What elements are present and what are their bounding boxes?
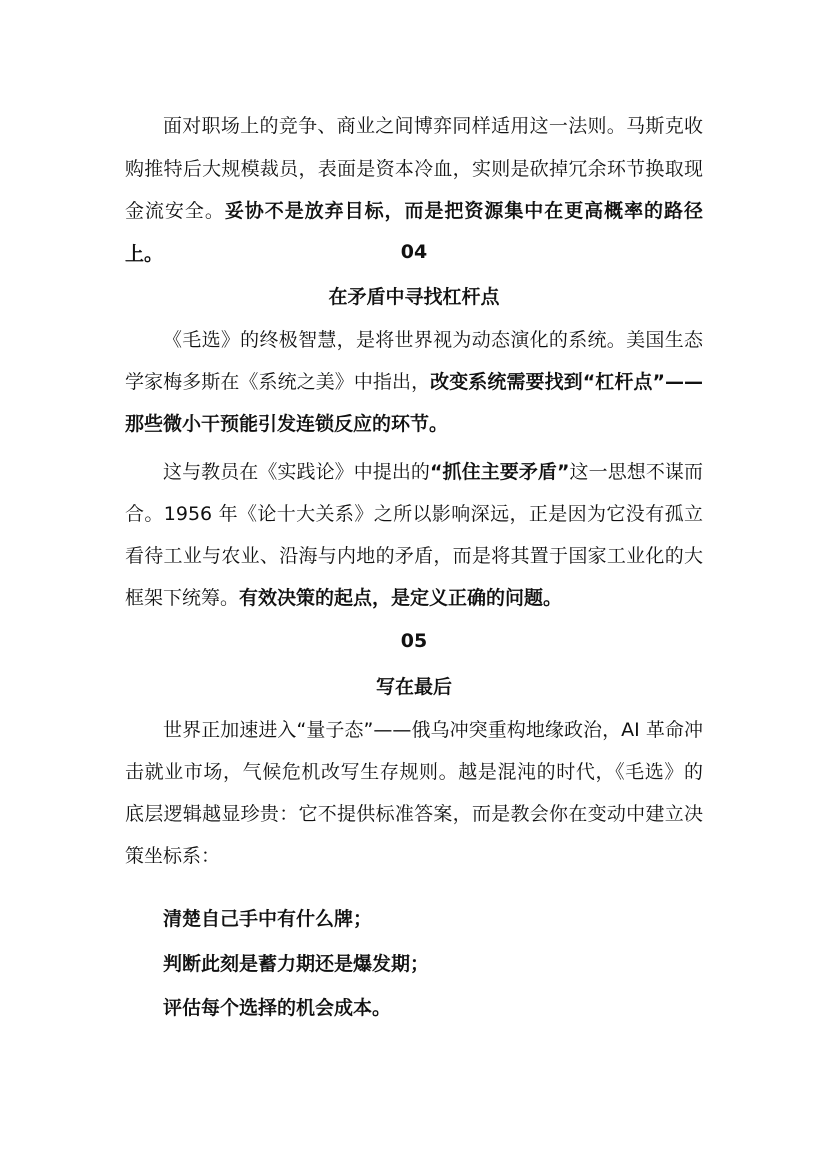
section-title-04: 在矛盾中寻找杠杆点 [328,286,500,308]
paragraph-bold-2: 有效决策的起点，是定义正确的问题。 [239,587,563,609]
paragraph-text: 面对职场上的竞争、商业之间博弈同样适用这一法则。马斯克收购推特后大规模裁员，表面是资本冷血，实则是砍掉冗余环节换取现金流安全。 [125,115,703,222]
paragraph-bold-1: “抓住主要矛盾” [430,461,570,483]
paragraph-text-1: 这与教员在《实践论》中提出的 [163,461,430,483]
paragraph-conclusion [125,709,703,877]
paragraph-system-leverage [125,319,703,445]
paragraph-bold-leverage: 改变系统需要找到“杠杆点”——那些微小干预能引发连锁反应的环节。 [125,371,703,435]
section-number-04: 04 [400,241,428,263]
paragraph-main-contradiction [125,451,703,619]
paragraph-text: 世界正加速进入“量子态”——俄乌冲突重构地缘政治，AI 革命冲击就业市场，气候危机改写生存规则。越是混沌的时代，《毛选》的底层逻辑越显珍贵：它不提供标准答案，而是教会你在变动中建立决策坐标系： [125,719,703,867]
list-item: 判断此刻是蓄力期还是爆发期； [163,953,430,975]
section-title-05: 写在最后 [375,676,452,698]
paragraph-bold-conclusion: 妥协不是放弃目标，而是把资源集中在更高概率的路径上。 [125,200,703,265]
section-number-05: 05 [400,630,428,652]
paragraph-text-2: 这一思想不谋而合。1956 年《论十大关系》之所以影响深远，正是因为它没有孤立看待工业与农业、沿海与内地的矛盾，而是将其置于国家工业化的大框架下统筹。 [125,461,703,609]
list-item: 评估每个选择的机会成本。 [163,997,392,1019]
list-item: 清楚自己手中有什么牌； [163,908,373,930]
paragraph-text: 《毛选》的终极智慧，是将世界视为动态演化的系统。美国生态学家梅多斯在《系统之美》中指出， [125,329,703,393]
